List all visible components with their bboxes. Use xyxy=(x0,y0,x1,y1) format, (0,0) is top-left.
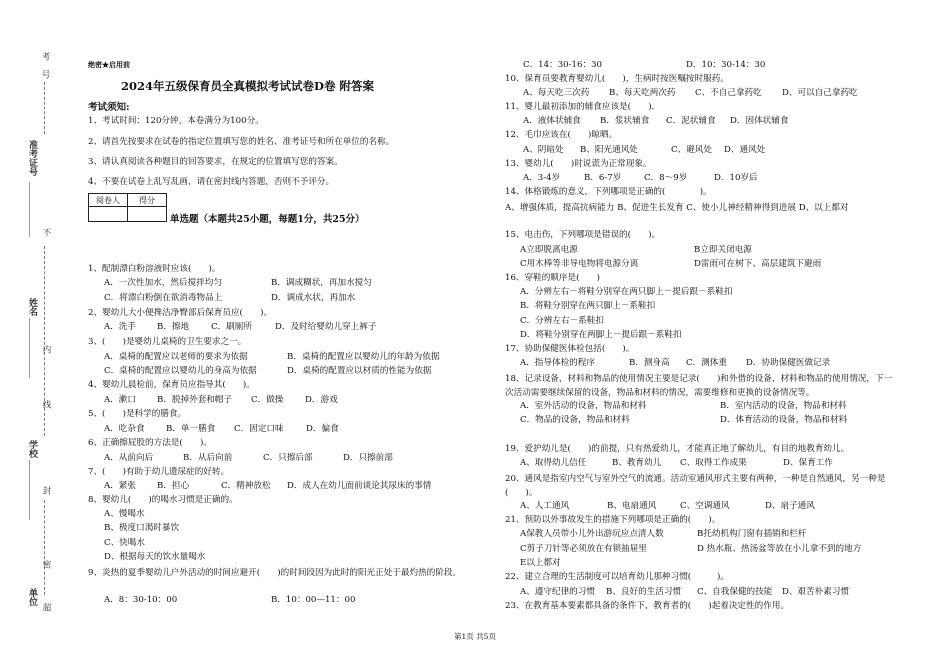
option: A．洗手 xyxy=(104,322,136,332)
grader-header: 阅卷人 xyxy=(89,194,128,207)
option: D．偏食 xyxy=(306,424,339,434)
question: 11、婴儿最初添加的辅食应该是( )． xyxy=(505,102,661,112)
seal-char: 内 xyxy=(41,345,51,354)
option: D、通风处 xyxy=(724,145,766,155)
question: 3、( )是婴幼儿桌椅的卫生要求之一。 xyxy=(88,337,247,347)
score-table xyxy=(88,193,167,222)
option: C、空调通风 xyxy=(680,501,730,511)
option: D、保育工作 xyxy=(783,458,833,468)
option: A、阴暗处 xyxy=(523,145,564,155)
option: B．担心 xyxy=(157,481,190,491)
option: C．刷厕所 xyxy=(211,322,252,332)
seal-dash xyxy=(44,82,45,134)
question: 7、( )有助于幼儿遗尿症的好转。 xyxy=(88,467,230,477)
option: A、每天吃三次药 xyxy=(523,88,590,98)
option: D．10：30-14：30 xyxy=(686,60,766,70)
confidential-mark: 绝密★启用前 xyxy=(88,60,130,69)
question: 20、通风是指室内空气与室外空气的流通。活动室通风形式主要有两种，一种是自然通风，另一种是( )。 xyxy=(505,474,886,498)
option: C．做操 xyxy=(251,395,284,405)
option: D、艰苦朴素习惯 xyxy=(782,587,850,597)
option: D．体育活动的设备，物品和材料 xyxy=(720,415,848,425)
question: 16、穿鞋的顺序是( ) xyxy=(505,273,600,283)
option: B、电扇通风 xyxy=(607,501,657,511)
score-cell xyxy=(128,207,167,222)
option: A．8：30-10：00 xyxy=(104,595,178,605)
question: 5、( )是科学的膳食。 xyxy=(88,409,187,419)
option: B．擦地 xyxy=(157,322,190,332)
option: A、取得幼儿信任 xyxy=(520,458,587,468)
option: C．分辨左右－系鞋扣 xyxy=(520,316,604,326)
option: C．桌椅的配置应以婴幼儿的身高为依据 xyxy=(104,366,257,376)
option: B、良好的生活习惯 xyxy=(606,587,682,597)
option: B．10：00—11：00 xyxy=(271,595,356,605)
option: C．泥状辅食 xyxy=(666,116,716,126)
question: 13、婴幼儿( )时说谎为正常现象。 xyxy=(505,159,652,169)
question: 10、保育员要教育婴幼儿( )，生病时按医嘱按时服药。 xyxy=(505,74,729,84)
option: D．只擦前部 xyxy=(343,453,393,463)
seal-dash xyxy=(44,500,45,595)
name-label: 姓名 xyxy=(27,298,37,316)
option: D．将鞋分别穿在两脚上－提后跟－系鞋扣 xyxy=(520,330,682,340)
option: D雷雨可在树下、高层建筑下避雨 xyxy=(694,259,822,269)
option: A．桌椅的配置应以老师的要求为依据 xyxy=(104,352,248,362)
option: C、快喝水 xyxy=(104,538,145,548)
option: C．固定口味 xyxy=(234,424,284,434)
option: C．将漂白粉倒在欲消毒物品上 xyxy=(104,293,223,303)
option: C剪子刀针等必须放在有锁抽屉里 xyxy=(520,544,647,554)
section-heading: 单选题（本题共25小题，每题1分，共25分） xyxy=(170,214,365,225)
option: C．只擦后部 xyxy=(263,453,313,463)
option: D、根据每天的饮水量喝水 xyxy=(104,552,206,562)
option: A、人工通风 xyxy=(520,501,570,511)
notice-item: 2、请首先按要求在试卷的指定位置填写您的姓名、准考证号和所在单位的名称。 xyxy=(88,137,395,147)
option: D．调成水状，再加水 xyxy=(271,293,356,303)
option: D．固体状辅食 xyxy=(730,116,789,126)
option: C．物品的设备，物品和材料 xyxy=(520,415,630,425)
option: A、慢喝水 xyxy=(104,509,145,519)
option: D．10岁后 xyxy=(714,173,758,183)
seal-char: 密 xyxy=(41,560,51,569)
option: C、自我保健的技能 xyxy=(697,587,773,597)
option: B．将鞋分别穿在两只脚上－系鞋扣 xyxy=(520,301,656,311)
seal-char: 线 xyxy=(41,400,51,409)
option: D 热水瓶、热汤盆等放在小儿拿不到的地方 xyxy=(697,544,862,554)
question: 18、记录设备，材料和物品的使用情况主要是记录( )和外借的设备，材料和物品的使用情况，下一次活动需要继续保留的设备，物品和材料的情况，需要维修和更换的设备情况等。 xyxy=(505,374,893,398)
option: A．液体状辅食 xyxy=(523,116,581,126)
option: D．桌椅的配置应以材质的性能为依据 xyxy=(287,366,432,376)
option: B．测身高 xyxy=(629,358,670,368)
admission-number-label: 准考证号 xyxy=(27,140,37,176)
school-label: 学校 xyxy=(27,440,37,458)
option: A保教人员带小儿外出游玩应点清人数 xyxy=(520,529,664,539)
option: C．精神放松 xyxy=(221,481,271,491)
margin-top-char: 考 xyxy=(40,52,50,61)
grader-cell xyxy=(89,207,128,222)
page-title: 2024年五级保育员全真模拟考试试卷D卷 附答案 xyxy=(121,79,374,93)
option: A、增强体质，提高抗病能力 B、促进生长发育 C、使小儿神经精神得到进展 D、以上都对 xyxy=(505,203,849,213)
option: D．成人在幼儿面前谈论其尿床的事情 xyxy=(287,481,432,491)
option: B、每天吃两次药 xyxy=(609,88,676,98)
question: 8、婴幼儿( )的喝水习惯是正确的。 xyxy=(88,495,238,505)
option: D、可以自己拿药吃 xyxy=(782,88,858,98)
question: 6、正确擦屁股的方法是( )。 xyxy=(88,438,212,448)
option: A．分辨左右－将鞋分别穿在两只脚上－提后跟－系鞋扣 xyxy=(520,287,733,297)
question: 14、体格锻炼的意义，下列哪项是正确的( )。 xyxy=(505,187,712,197)
option: A．指导体检的程序 xyxy=(520,358,595,368)
option: B、极度口渴时暴饮 xyxy=(104,523,180,533)
option: C、不自己拿药吃 xyxy=(695,88,762,98)
option: B、教育幼儿 xyxy=(612,458,662,468)
option: B．6-7岁 xyxy=(584,173,622,183)
option: C．测体重 xyxy=(686,358,727,368)
fill-line xyxy=(29,460,30,520)
notice-item: 1、考试时间：120分钟，本卷满分为100分。 xyxy=(88,116,264,126)
option: A．吃杂食 xyxy=(104,424,145,434)
option: B．从后向前 xyxy=(183,453,233,463)
option: B、阳光通风处 xyxy=(580,145,638,155)
option: A．3-4岁 xyxy=(523,173,561,183)
notice-heading: 考试须知: xyxy=(88,102,130,113)
option: B．调成糊状，再加水搅匀 xyxy=(271,278,372,288)
question: 23、在教育基本要素都具备的条件下，教育者的( )起着决定性的作用。 xyxy=(505,601,790,611)
option: B．浆状辅食 xyxy=(600,116,650,126)
option: A．漱口 xyxy=(104,395,136,405)
option: D．及时给婴幼儿穿上裤子 xyxy=(275,322,377,332)
unit-label: 单位 xyxy=(27,588,37,606)
seal-char: 封 xyxy=(41,486,51,495)
question: 12、毛巾应该在( )晾晒。 xyxy=(505,130,618,140)
notice-item: 4、不要在试卷上乱写乱画，请在密封线内答题，否则不予评分。 xyxy=(88,177,335,187)
option: D．协助保健医做记录 xyxy=(746,358,831,368)
question: 2、婴幼儿大小便搀洁净臀部后保育员应( )。 xyxy=(88,308,273,318)
question: 15、电击伤，下列哪项是错误的( )。 xyxy=(505,230,661,240)
question: 9、炎热的夏季婴幼儿户外活动的时间应避开( )的时间段因为此时的阳光正处于最灼热的阶段。 xyxy=(88,568,462,578)
score-header: 得分 xyxy=(128,194,167,207)
option: A、遵守纪律的习惯 xyxy=(520,587,595,597)
option: A．从前向后 xyxy=(104,453,154,463)
option: D．游戏 xyxy=(305,395,338,405)
option: B托幼机构门窗有插销和栏杆 xyxy=(697,529,807,539)
option: B．室内活动的设备，物品和材料 xyxy=(720,401,847,411)
question: 19、爱护幼儿是( )的前提，只有热爱幼儿，才能真正地了解幼儿，有目的地教育幼儿。 xyxy=(505,444,850,454)
question: 21、预防以外事故发生的措施下列哪项是正确的( )。 xyxy=(505,515,721,525)
seal-char: 不 xyxy=(41,228,51,237)
option: B．脱掉外套和帽子 xyxy=(157,395,233,405)
question: 4、婴幼儿晨检前，保育员应指导其( )。 xyxy=(88,380,255,390)
margin-top-char: 号 xyxy=(40,70,50,79)
question: 22、建立合理的生活制度可以培育幼儿那种习惯( )。 xyxy=(505,572,729,582)
seal-char: 超 xyxy=(41,603,51,612)
option: B．单一膳食 xyxy=(166,424,216,434)
page-number: 第1页 共5页 xyxy=(454,632,496,641)
option: B立即关闭电源 xyxy=(694,245,752,255)
fill-line xyxy=(29,318,30,378)
option: C用木棒等非导电物将电源分离 xyxy=(520,259,639,269)
option: C、取得工作成果 xyxy=(680,458,747,468)
option: C、避风处 xyxy=(671,145,712,155)
option: A．室外活动的设备，物品和材料 xyxy=(520,401,647,411)
question: 1、配制漂白粉溶液时应该( )。 xyxy=(88,264,221,274)
option: A．一次性加水，然后搅拌均匀 xyxy=(104,278,222,288)
option: D、扇子通风 xyxy=(765,501,815,511)
option: B．桌椅的配置应以婴幼儿的年龄为依据 xyxy=(287,352,440,362)
option: E以上都对 xyxy=(520,558,561,568)
option: C．14：30-16：30 xyxy=(523,60,603,70)
option: C．8～9岁 xyxy=(644,173,688,183)
question: 17、协助保健医体检包括( )。 xyxy=(505,344,635,354)
fill-line xyxy=(29,182,30,237)
option: A．紧张 xyxy=(104,481,136,491)
option: A立即脱离电源 xyxy=(520,245,578,255)
notice-item: 3、请认真阅读各种题目的回答要求，在规定的位置填写您的答案。 xyxy=(88,157,343,167)
